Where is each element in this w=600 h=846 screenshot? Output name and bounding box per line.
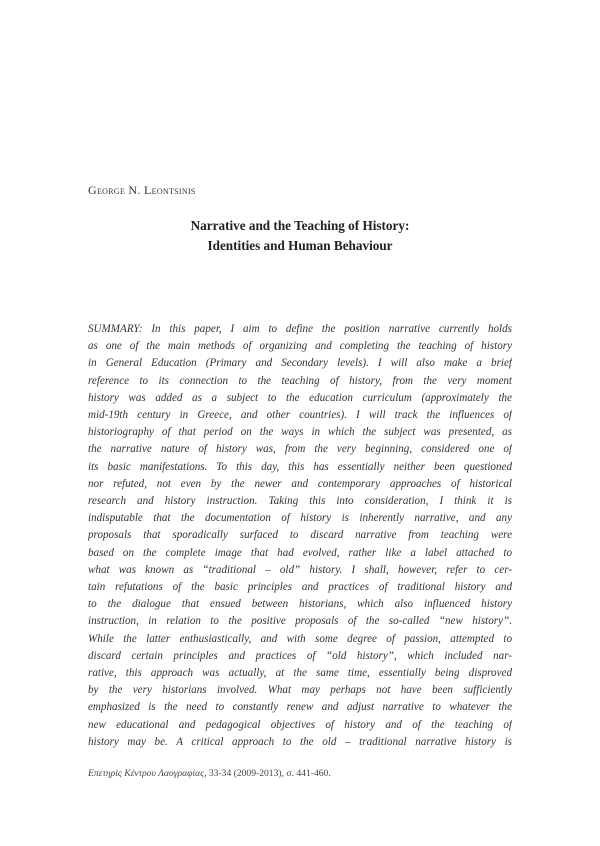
author-name: George N. Leontsinis (88, 183, 196, 197)
summary-line: tain refutations of the basic principles and practices of traditional history and (88, 581, 512, 594)
summary-line: instruction, in relation to the positive proposals of the so-called “new history”. (88, 615, 512, 628)
summary-line: history may be. A critical approach to the old – traditional narrative history is (88, 735, 512, 748)
summary-line: indisputable that the documentation of history is inherently narrative, and any (88, 512, 512, 525)
summary-line: nor refuted, not even by the newer and contemporary approaches of historical (88, 477, 512, 490)
summary-line: new educational and pedagogical objectives of history and of the teaching of (88, 718, 512, 731)
summary-line: proposals that sporadically surfaced to discard narrative from teaching were (88, 529, 512, 542)
summary-line: in General Education (Primary and Secondary levels). I will also make a brief (88, 357, 512, 370)
summary-line: research and history instruction. Taking this into consideration, I think it is (88, 495, 512, 508)
summary-line: historiography of that period on the ways in which the subject was presented, as (88, 426, 512, 439)
journal-name: Επετηρὶς Κέντρου Λαογραφίας (88, 768, 205, 779)
summary-line: mid-19th century in Greece, and other countries). I will track the influences of (88, 409, 512, 422)
summary-line: While the latter enthusiastically, and with some degree of passion, attempted to (88, 632, 512, 645)
summary-line: rative, this approach was actually, at the same time, essentially being disproved (88, 667, 512, 680)
summary-line: SUMMARY: In this paper, I aim to define the position narrative currently holds (88, 323, 512, 335)
summary-line: as one of the main methods of organizing and completing the teaching of history (88, 340, 512, 353)
summary-line: emphasized is the need to constantly renew and adjust narrative to whatever the (88, 701, 512, 714)
summary-line: reference to its connection to the teaching of history, from the very moment (88, 374, 512, 387)
summary-line: what was known as “traditional – old” history. I shall, however, refer to cer- (88, 563, 512, 576)
summary-line: its basic manifestations. To this day, this has essentially neither been questioned (88, 460, 512, 473)
page-footer-citation (88, 768, 331, 779)
summary-abstract (88, 321, 512, 751)
citation-details: , 33-34 (2009-2013), σ. 441-460. (204, 768, 331, 779)
summary-line: to the dialogue that ensued between historians, which also influenced history (88, 598, 512, 611)
paper-title (88, 216, 512, 256)
paper-title-line-2: Identities and Human Behaviour (207, 238, 393, 253)
paper-title-line-1: Narrative and the Teaching of History: (190, 218, 410, 233)
summary-line: the narrative nature of history was, from the very beginning, considered one of (88, 443, 512, 456)
summary-line: history was added as a subject to the education curriculum (approximately the (88, 391, 512, 404)
summary-line: discard certain principles and practices of “old history”, which included nar- (88, 649, 512, 662)
summary-line: by the very historians involved. What may perhaps not have been sufficiently (88, 684, 512, 697)
summary-line: based on the complete image that had evolved, rather like a label attached to (88, 546, 512, 559)
